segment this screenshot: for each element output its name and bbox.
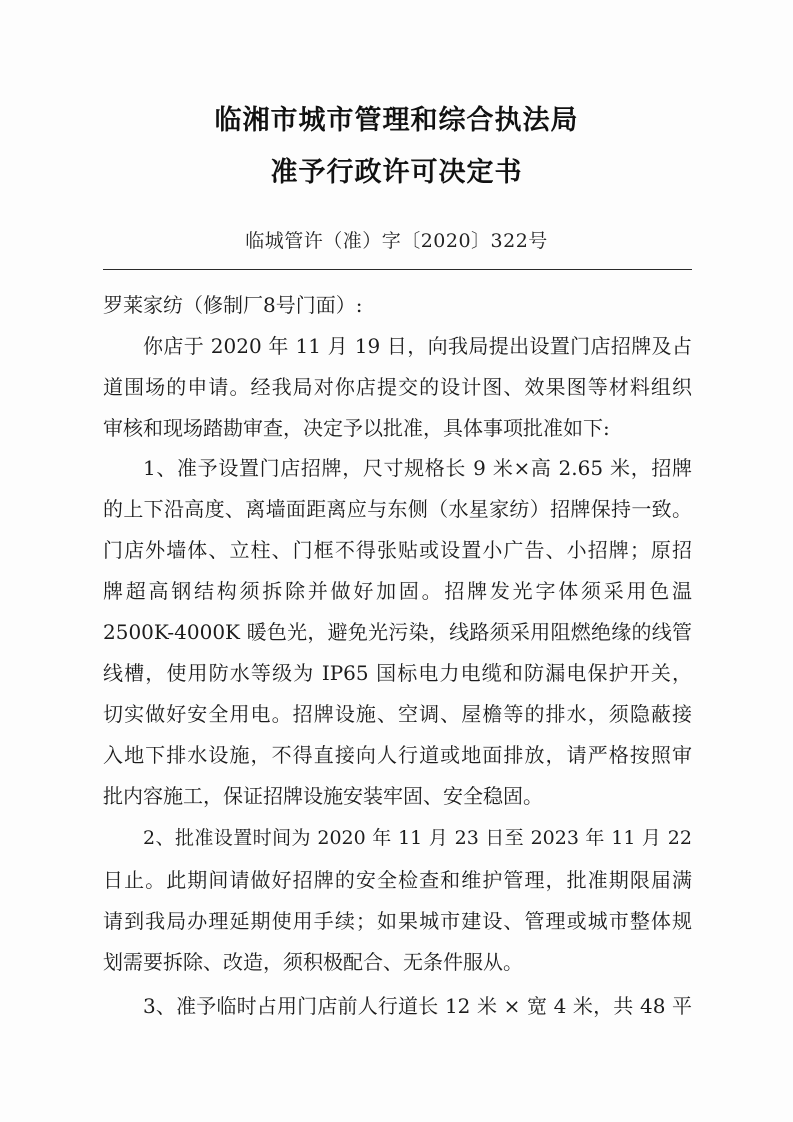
body-line: 请到我局办理延期使用手续；如果城市建设、管理或城市整体规 (103, 909, 692, 933)
body-line: 的上下沿高度、离墙面距离应与东侧（水星家纺）招牌保持一致。 (103, 497, 692, 521)
body-line: 3、准予临时占用门店前人行道长 12 米 × 宽 4 米，共 48 平 (143, 994, 692, 1018)
body-line: 切实做好安全用电。招牌设施、空调、屋檐等的排水，须隐蔽接 (103, 702, 692, 726)
body-line: 划需要拆除、改造，须积极配合、无条件服从。 (103, 950, 523, 974)
body-line: 入地下排水设施，不得直接向人行道或地面排放，请严格按照审 (103, 743, 692, 767)
document-title-line-2: 准予行政许可决定书 (270, 157, 523, 188)
body-line: 日止。此期间请做好招牌的安全检查和维护管理，批准期限届满 (103, 868, 692, 892)
body-line: 2、批准设置时间为 2020 年 11 月 23 日至 2023 年 11 月 22 (143, 827, 692, 849)
body-line: 门店外墙体、立柱、门框不得张贴或设置小广告、小招牌；原招 (103, 538, 692, 562)
header-divider (103, 269, 692, 270)
body-line: 1、准予设置门店招牌，尺寸规格长 9 米×高 2.65 米，招牌 (143, 456, 692, 480)
body-line: 批内容施工，保证招牌设施安装牢固、安全稳固。 (103, 784, 543, 808)
body-line: 线槽，使用防水等级为 IP65 国标电力电缆和防漏电保护开关， (103, 661, 692, 685)
body-line: 牌超高钢结构须拆除并做好加固。招牌发光字体须采用色温 (103, 579, 692, 603)
document-number: 临城管许（准）字〔2020〕322号 (245, 230, 548, 252)
body-line: 2500K-4000K 暖色光，避免光污染，线路须采用阻燃绝缘的线管 (103, 620, 692, 644)
addressee: 罗莱家纺（修制厂8号门面）: (103, 293, 363, 317)
body-line: 道围场的申请。经我局对你店提交的设计图、效果图等材料组织 (103, 375, 692, 399)
document-title-line-1: 临湘市城市管理和综合执法局 (214, 105, 579, 136)
body-line: 你店于 2020 年 11 月 19 日，向我局提出设置门店招牌及占 (143, 334, 692, 358)
body-line: 审核和现场踏勘审查，决定予以批准，具体事项批准如下: (103, 416, 610, 440)
